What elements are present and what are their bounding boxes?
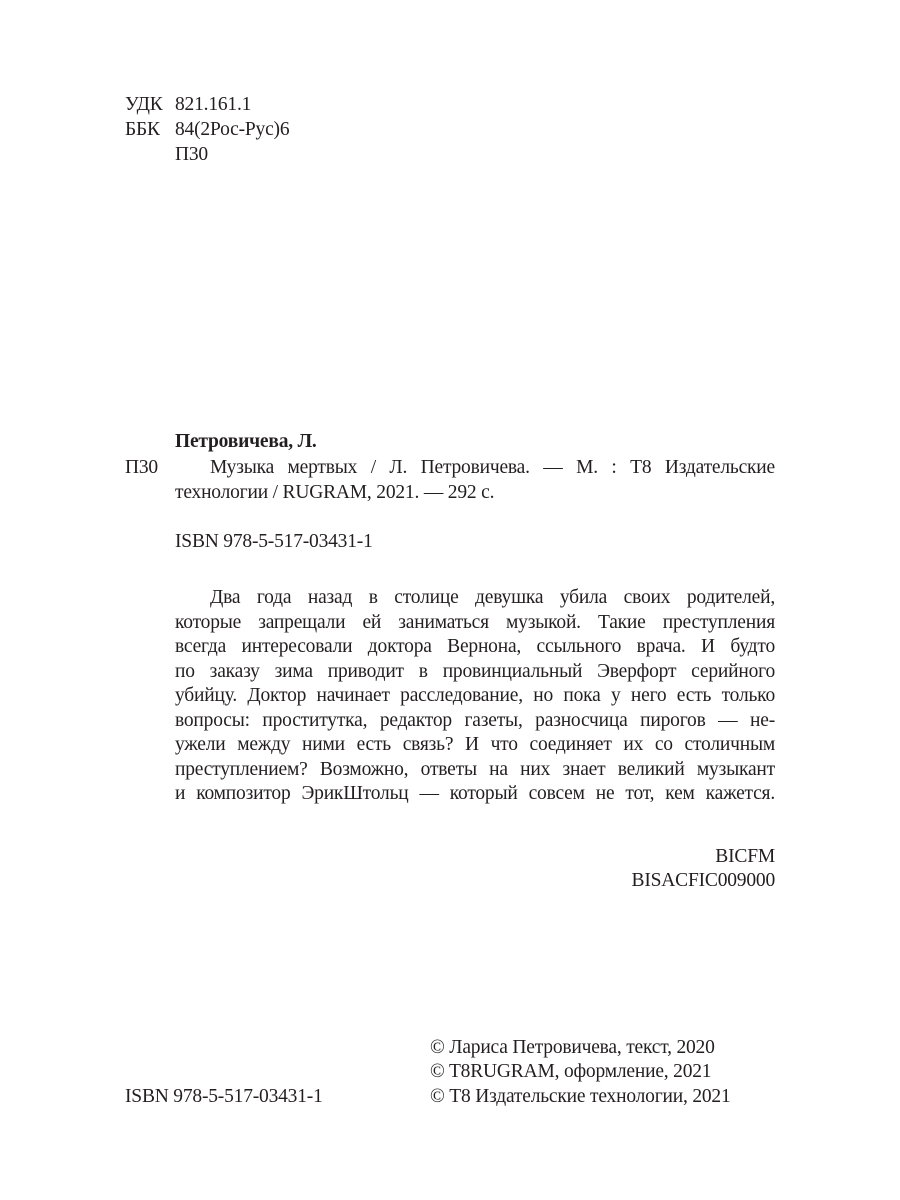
annotation-line: ужели между ними есть связь? И что соединяет их со столичным <box>175 734 775 755</box>
copyright-line: © Лариса Петровичева, текст, 2020 <box>430 1037 715 1058</box>
copyright-line: © T8RUGRAM, оформление, 2021 <box>430 1061 712 1082</box>
bbk-label: ББК <box>125 119 160 140</box>
entry-line: технологии / RUGRAM, 2021. — 292 с. <box>175 482 495 503</box>
annotation-line: убийцу. Доктор начинает расследование, но пока у него есть только <box>175 685 775 706</box>
annotation-line: по заказу зима приводит в провинциальный Эверфорт серийного <box>175 661 775 682</box>
copyright-line: © Т8 Издательские технологии, 2021 <box>430 1086 731 1107</box>
annotation-line: Два года назад в столице девушка убила своих родителей, <box>210 587 775 608</box>
bic-code: BICFM <box>715 846 775 867</box>
udk-value: 821.161.1 <box>175 94 252 115</box>
annotation-line: вопросы: проститутка, редактор газеты, разносчица пирогов — не- <box>175 710 775 731</box>
footer-isbn: ISBN 978-5-517-03431-1 <box>125 1086 323 1107</box>
annotation-line: всегда интересовали доктора Вернона, ссыльного врача. И будто <box>175 636 775 657</box>
author-heading: Петровичева, Л. <box>175 431 317 452</box>
udk-label: УДК <box>125 94 163 115</box>
entry-isbn: ISBN 978-5-517-03431-1 <box>175 531 373 552</box>
entry-line: Музыка мертвых / Л. Петровичева. — М. : Т8 Издательские <box>210 457 775 478</box>
annotation-line: и композитор ЭрикШтольц — который совсем не тот, кем кажется. <box>175 783 775 804</box>
bisac-code: BISACFIC009000 <box>631 870 775 891</box>
author-mark: П30 <box>175 144 208 165</box>
bbk-value: 84(2Рос-Рус)6 <box>175 119 290 140</box>
annotation-line: преступлением? Возможно, ответы на них знает великий музыкант <box>175 759 775 780</box>
annotation-line: которые запрещали ей заниматься музыкой. Такие преступления <box>175 612 775 633</box>
entry-code: П30 <box>125 457 158 478</box>
